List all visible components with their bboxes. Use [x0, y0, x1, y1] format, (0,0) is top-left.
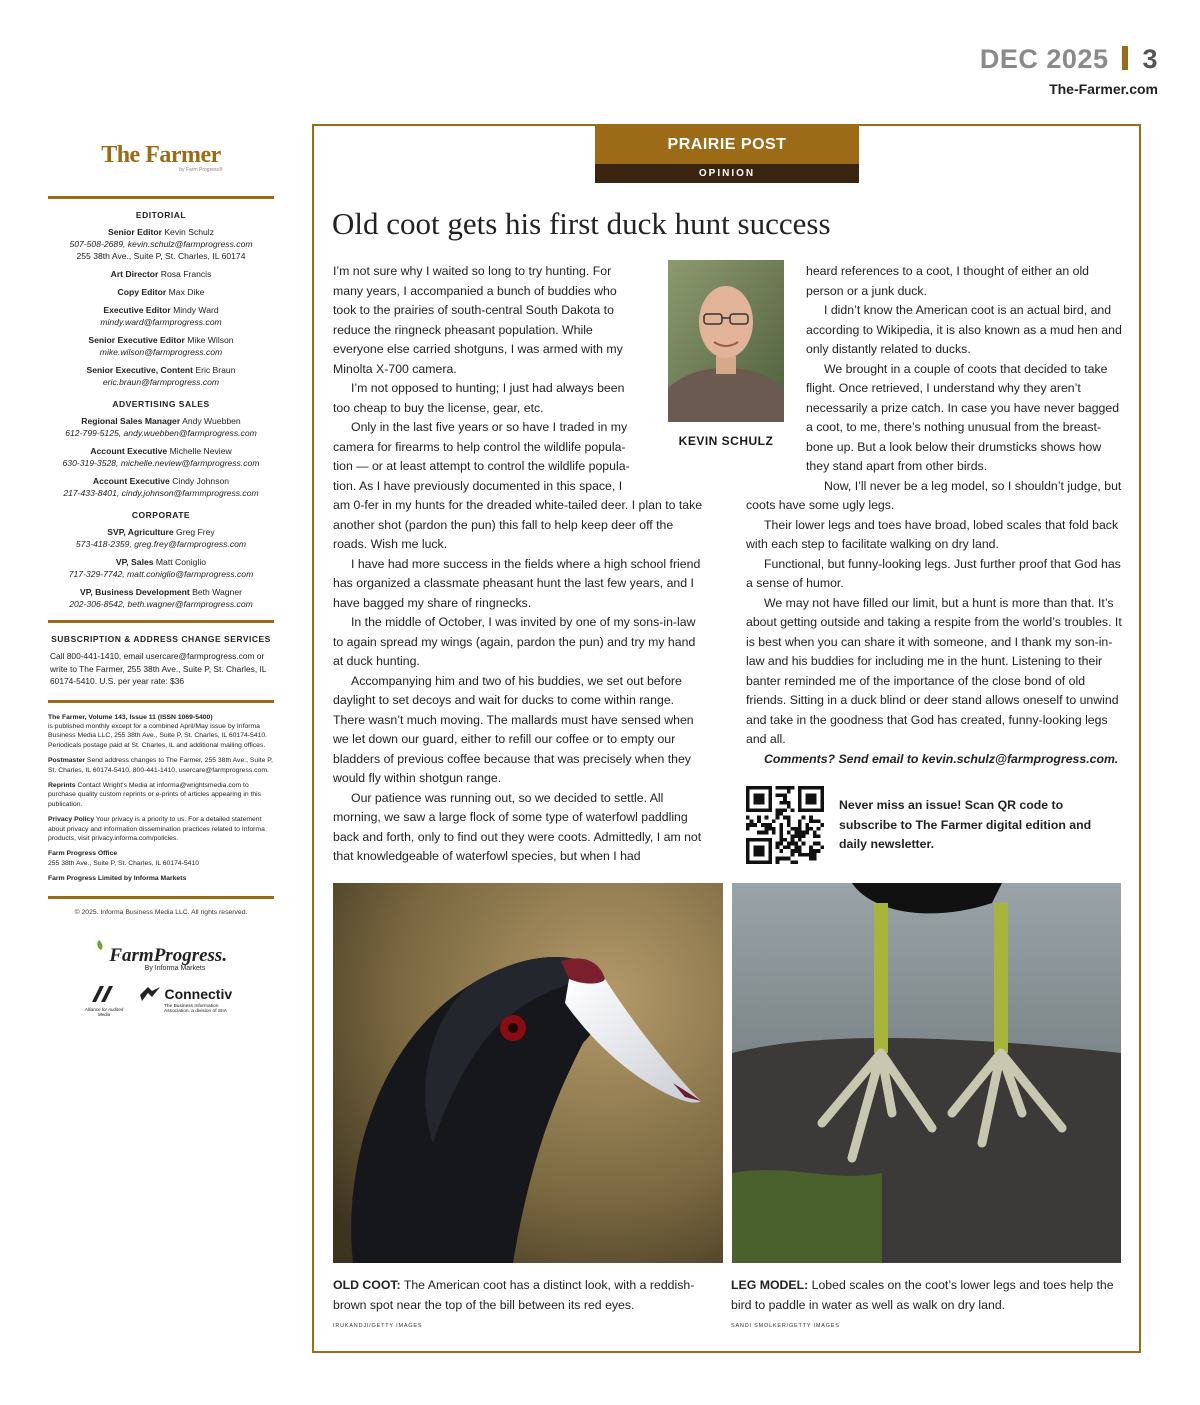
- qr-promo-text: Never miss an issue! Scan QR code to subscribe to The Farmer digital edition and daily newsletter.: [839, 798, 1092, 851]
- aam-logo: Alliance for Audited Media: [84, 986, 124, 1017]
- reprints-info: Reprints Contact Wright's Media at informa@wrightsmedia.com to purchase quality custom reprints or e-prints of articles appearing in this publication.: [48, 781, 262, 808]
- divider-bar: [1122, 46, 1128, 70]
- staff-entry: VP, Business Development Beth Wagner 202-306-8542, beth.wagner@farmprogress.com: [69, 587, 253, 609]
- limited-info: Farm Progress Limited by Informa Markets: [48, 875, 187, 883]
- article-paragraph: We may not have filled our limit, but a hunt is more than that. It’s about getting outside and taking a respite from the world’s troubles. It is best when you can share it with someone, and I thank my son-in-law and his buddies for including me in the hunt. Listening to their banter reminded me of the importance of the close bond of old friends. Sitting in a duck blind or deer stand allows oneself to unwind and take in the goodness that God has created, funny-looking legs and all.: [746, 595, 1122, 746]
- farm-progress-logo: FarmProgress. By Informa Markets: [48, 940, 274, 972]
- aam-icon: [90, 986, 118, 1002]
- publication-info: The Farmer, Volume 143, Issue 11 (ISSN 1069-5400) is published monthly except for a combined April/May issue by Informa Business Media LLC, 255 38th Ave., Suite P, St. Charles, IL 60174-5410. Periodicals postage paid at St. Charles, IL and additional mailing offices.: [48, 713, 268, 749]
- staff-entry: Senior Executive, Content Eric Braun eric.braun@farmprogress.com: [86, 365, 236, 387]
- photo1-caption: OLD COOT: The American coot has a distinct look, with a reddish-brown spot near the top of the bill between its red eyes.: [333, 1278, 695, 1312]
- article-paragraph: I’m not opposed to hunting; I just had always been too cheap to buy the license, gear, etc.: [333, 381, 625, 415]
- page-header: [758, 44, 1158, 97]
- author-name: KEVIN SCHULZ: [678, 434, 774, 448]
- article-column-1: [333, 262, 705, 867]
- editorial-list: [48, 226, 274, 388]
- subscription-title: SUBSCRIPTION & ADDRESS CHANGE SERVICES: [51, 634, 271, 644]
- staff-entry: Copy Editor Max Dike: [117, 287, 205, 297]
- article-paragraph: heard references to a coot, I thought of either an old person or a junk duck.: [806, 264, 1090, 298]
- article-paragraph: I’m not sure why I waited so long to try hunting. For many years, I accompanied a bunch of buddies who took to the prairies of south-central South Dakota to reduce the ringneck pheasant population. While everyone else carried shotguns, I was armed with my Minolta X-700 camera.: [333, 264, 623, 376]
- article-paragraph: Their lower legs and toes have broad, lobed scales that fold back with each step to facilitate walking on dry land.: [746, 517, 1119, 551]
- issue-line: [758, 44, 1158, 75]
- page-number: 3: [1142, 44, 1158, 74]
- photo2-caption: LEG MODEL: Lobed scales on the coot’s lower legs and toes help the bird to paddle in water as well as walk on dry land.: [731, 1278, 1114, 1312]
- article-column-2: [746, 262, 1122, 769]
- article-paragraph: I have had more success in the fields where a high school friend has organized a classmate pheasant hunt the last few years, and I have bagged my share of ringnecks.: [333, 556, 701, 610]
- qr-code[interactable]: [746, 786, 824, 864]
- staff-entry: Regional Sales Manager Andy Wuebben 612-799-5125, andy.wuebben@farmprogress.com: [65, 416, 257, 438]
- divider: [48, 896, 274, 899]
- subscription-text: Call 800-441-1410, email usercare@farmprogress.com or write to The Farmer, 255 38th Ave., Suite P, St. Charles, IL 60174-5410. U.S. per year rate: $36: [50, 651, 267, 686]
- staff-entry: Art Director Rosa Francis: [110, 269, 212, 279]
- article-paragraph: I didn’t know the American coot is an actual bird, and according to Wikipedia, it is also known as a mud hen and only distantly related to ducks.: [806, 303, 1122, 356]
- photo1-credit: IRUKANDJI/GETTY IMAGES: [333, 1323, 423, 1329]
- article-paragraph: Functional, but funny-looking legs. Just further proof that God has a sense of humor.: [746, 556, 1121, 590]
- corporate-list: [48, 526, 274, 610]
- section-label: OPINION: [595, 164, 859, 183]
- issue-date: DEC 2025: [979, 44, 1109, 74]
- divider: [48, 700, 274, 703]
- advertising-list: [48, 415, 274, 499]
- headline: Old coot gets his first duck hunt success: [332, 206, 831, 241]
- masthead-sidebar: [48, 140, 274, 1022]
- copyright: © 2025. Informa Business Media LLC. All rights reserved.: [74, 908, 248, 916]
- staff-entry: VP, Sales Matt Coniglio 717-329-7742, matt.coniglio@farmprogress.com: [68, 557, 254, 579]
- comment-email[interactable]: Comments? Send email to kevin.schulz@farmprogress.com.: [764, 751, 1119, 766]
- privacy-info: Privacy Policy Your privacy is a priority to us. For a detailed statement about privacy and information dissemination practices related to Informa products, visit privacy.informa.com/policies.: [48, 816, 265, 842]
- divider: [48, 620, 274, 623]
- article-paragraph: We brought in a couple of coots that decided to take flight. Once retrieved, I understand why they aren’t necessarily a prize catch. In case you have never bagged a coot, to me, there’s nothing unusual from the breast-bone up. But a look below their drumsticks shows how they stand apart from other birds.: [806, 361, 1120, 473]
- qr-code-icon: [746, 786, 824, 864]
- association-logos: [48, 986, 274, 1022]
- staff-entry: Executive Editor Mindy Ward mindy.ward@farmprogress.com: [100, 305, 222, 327]
- photo2-credit: SANDI SMOLKER/GETTY IMAGES: [731, 1323, 840, 1329]
- site-url[interactable]: The-Farmer.com: [1049, 81, 1158, 97]
- corporate-title: CORPORATE: [131, 510, 191, 520]
- postmaster-info: Postmaster Send address changes to The Farmer, 255 38th Ave., Suite P, St. Charles, IL 60174-5410, 800-441-1410, usercare@farmprogress.com.: [48, 757, 273, 774]
- coot-head-photo: [333, 883, 723, 1263]
- staff-entry: Senior Editor Kevin Schulz 507-508-2689, kevin.schulz@farmprogress.com 255 38th Ave., Suite P, St. Charles, IL 60174: [69, 227, 253, 261]
- office-info: Farm Progress Office 255 38th Ave., Suite P, St. Charles, IL 60174-5410: [48, 850, 200, 867]
- divider: [48, 196, 274, 199]
- advertising-title: ADVERTISING SALES: [112, 399, 210, 409]
- article-paragraph: Our patience was running out, so we decided to settle. All morning, we saw a large flock of some type of waterfowl paddling back and forth, only to find out they were coots. Admittedly, I am not that knowledgeable of waterfowl species, but when I had: [333, 790, 702, 863]
- coot-legs-photo: [732, 883, 1121, 1263]
- article-paragraph: Only in the last five years or so have I traded in my camera for firearms to help control the wildlife popula-tion — or at least attempt to control the wildlife popula-tion. As I have previously documented in this space, I am 0-fer in my hunts for the dreaded white-tailed deer. I plan to take another shot (pardon the pun) this fall to help keep deer off the roads. Wish me luck.: [333, 420, 703, 551]
- article-paragraph: Now, I’ll never be a leg model, so I shouldn’t judge, but coots have some ugly legs.: [746, 478, 1122, 512]
- staff-entry: Account Executive Cindy Johnson 217-433-8401, cindy.johnson@farmmprogress.com: [63, 476, 259, 498]
- staff-entry: Senior Executive Editor Mike Wilson mike.wilson@farmprogress.com: [88, 335, 234, 357]
- connectiv-icon: [140, 987, 160, 1001]
- column-kicker: PRAIRIE POST: [595, 126, 859, 164]
- leaf-icon: [95, 940, 105, 962]
- staff-entry: SVP, Agriculture Greg Frey 573-418-2359, greg.frey@farmprogress.com: [75, 527, 247, 549]
- article-paragraph: In the middle of October, I was invited by one of my sons-in-law to again spread my wings (again, pardon the pun) and try my hand at duck hunting.: [333, 615, 696, 668]
- the-farmer-logo: The Farmer by Farm Progress®: [101, 142, 223, 173]
- article-paragraph: Accompanying him and two of his buddies, we set out before daylight to set decoys and wait for ducks to come within range. There wasn’t much moving. The mallards must have sensed when we let down our guard, either to refill our coffee or to empty our bladders of previous coffee because that was precisely when they would fly within shotgun range.: [333, 673, 694, 785]
- editorial-title: EDITORIAL: [135, 210, 187, 220]
- connectiv-logo: Connectiv The Business Information Association, a division of SIIA: [140, 986, 260, 1015]
- staff-entry: Account Executive Michelle Neview 630-319-3528, michelle.neview@farmprogress.com: [62, 446, 260, 468]
